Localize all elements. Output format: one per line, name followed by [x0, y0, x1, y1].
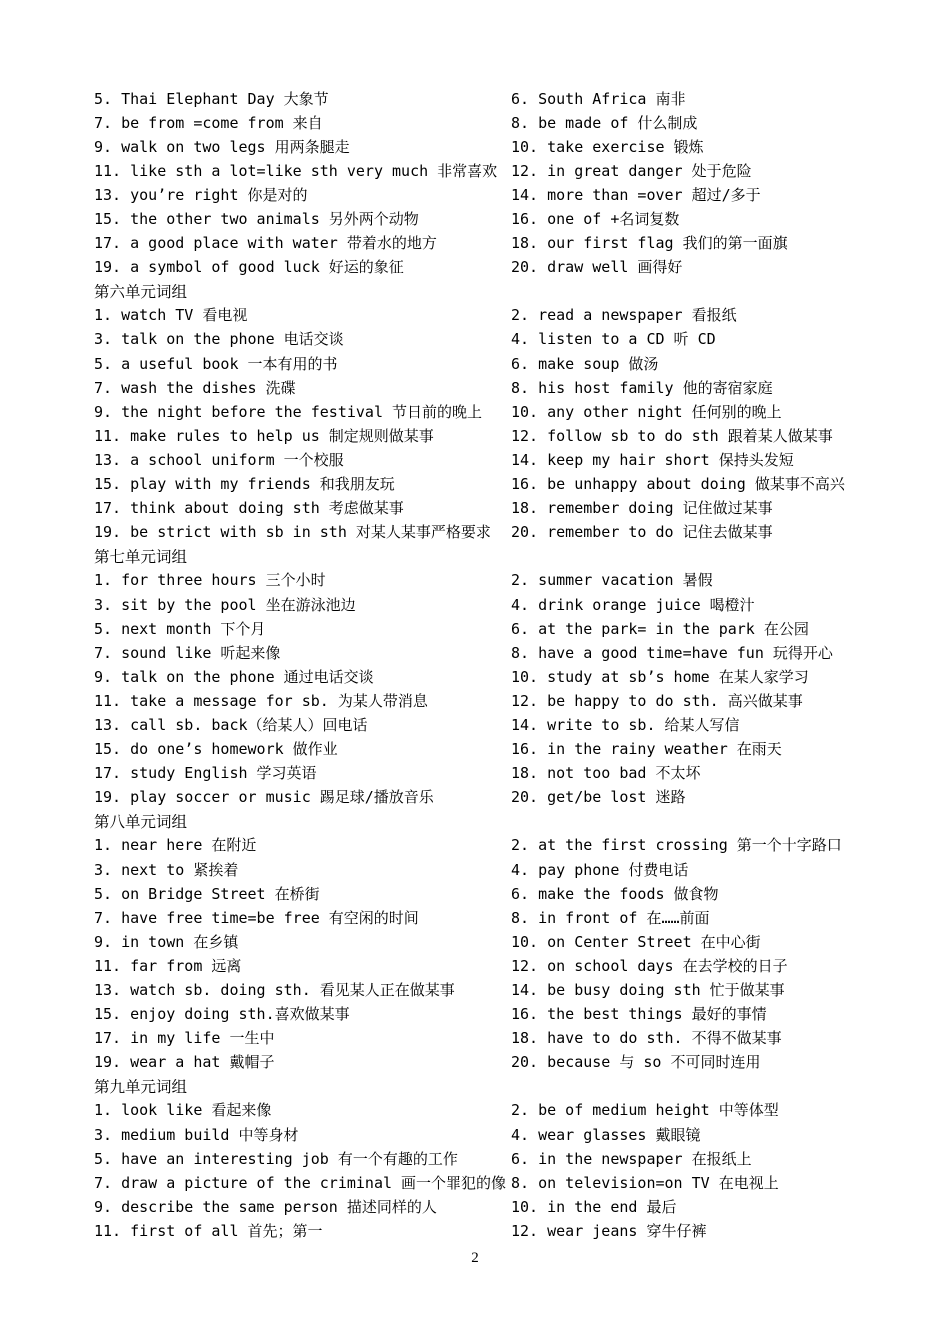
phrase-row	[94, 1050, 864, 1074]
phrase-row	[94, 905, 864, 929]
phrase-left: 11. first of all 首先；第一	[94, 1221, 323, 1240]
phrase-right: 10. study at sb’s home 在某人家学习	[511, 667, 809, 686]
phrase-right: 16. in the rainy weather 在雨天	[511, 740, 782, 759]
phrase-row	[94, 712, 864, 736]
phrase-row	[94, 881, 864, 905]
phrase-right: 2. at the first crossing 第一个十字路口	[511, 836, 842, 855]
phrase-right: 20. remember to do 记住去做某事	[511, 523, 773, 542]
phrase-right: 8. his host family 他的寄宿家庭	[511, 378, 773, 397]
unit-heading: 第六单元词组	[94, 282, 188, 301]
phrase-row	[94, 977, 864, 1001]
phrase-row	[94, 857, 864, 881]
phrase-row	[94, 664, 864, 688]
phrase-row	[94, 303, 864, 327]
phrase-row	[94, 1002, 864, 1026]
phrase-row	[94, 1170, 864, 1194]
phrase-right: 4. drink orange juice 喝橙汁	[511, 595, 755, 614]
phrase-left: 5. on Bridge Street 在桥街	[94, 884, 320, 903]
phrase-row	[94, 1098, 864, 1122]
phrase-right: 14. keep my hair short 保持头发短	[511, 450, 794, 469]
phrase-left: 3. medium build 中等身材	[94, 1125, 299, 1144]
phrase-left: 17. a good place with water 带着水的地方	[94, 234, 437, 253]
phrase-row	[94, 134, 864, 158]
phrase-right: 8. be made of 什么制成	[511, 113, 698, 132]
phrase-left: 5. have an interesting job 有一个有趣的工作	[94, 1149, 458, 1168]
unit-heading: 第八单元词组	[94, 812, 188, 831]
phrase-right: 12. on school days 在去学校的日子	[511, 956, 788, 975]
phrase-right: 16. one of +名词复数	[511, 210, 680, 229]
phrase-left: 19. be strict with sb in sth 对某人某事严格要求	[94, 523, 491, 542]
phrase-left: 13. a school uniform 一个校服	[94, 450, 344, 469]
phrase-left: 5. Thai Elephant Day 大象节	[94, 89, 329, 108]
phrase-right: 10. in the end 最后	[511, 1197, 677, 1216]
phrase-row	[94, 255, 864, 279]
phrase-row	[94, 1194, 864, 1218]
phrase-left: 11. far from 远离	[94, 956, 242, 975]
phrase-left: 9. walk on two legs 用两条腿走	[94, 137, 350, 156]
phrase-row	[94, 182, 864, 206]
phrase-left: 19. play soccer or music 踢足球/播放音乐	[94, 788, 434, 807]
phrase-left: 15. do one’s homework 做作业	[94, 740, 338, 759]
phrase-left: 7. have free time=be free 有空闲的时间	[94, 908, 419, 927]
phrase-row	[94, 1026, 864, 1050]
phrase-right: 18. remember doing 记住做过某事	[511, 499, 773, 518]
phrase-right: 10. any other night 任何别的晚上	[511, 402, 782, 421]
phrase-left: 1. look like 看起来像	[94, 1101, 272, 1120]
phrase-row	[94, 640, 864, 664]
phrase-left: 7. draw a picture of the criminal 画一个罪犯的像	[94, 1173, 507, 1192]
phrase-left: 5. a useful book 一本有用的书	[94, 354, 338, 373]
phrase-row	[94, 520, 864, 544]
phrase-left: 3. next to 紧挨着	[94, 860, 239, 879]
phrase-right: 18. our first flag 我们的第一面旗	[511, 234, 788, 253]
phrase-right: 12. wear jeans 穿牛仔裤	[511, 1221, 707, 1240]
phrase-right: 12. in great danger 处于危险	[511, 161, 752, 180]
phrase-row	[94, 86, 864, 110]
phrase-row	[94, 568, 864, 592]
phrase-left: 1. watch TV 看电视	[94, 306, 248, 325]
phrase-right: 18. have to do sth. 不得不做某事	[511, 1029, 782, 1048]
phrase-left: 17. study English 学习英语	[94, 764, 317, 783]
phrase-right: 4. listen to a CD 听 CD	[511, 330, 716, 349]
phrase-row	[94, 1122, 864, 1146]
phrase-right: 20. because 与 so 不可同时连用	[511, 1053, 761, 1072]
phrase-left: 3. sit by the pool 坐在游泳池边	[94, 595, 356, 614]
phrase-left: 19. a symbol of good luck 好运的象征	[94, 258, 404, 277]
phrase-right: 2. summer vacation 暑假	[511, 571, 713, 590]
phrase-row	[94, 592, 864, 616]
page-number: 2	[471, 1250, 479, 1266]
phrase-row	[94, 929, 864, 953]
phrase-right: 14. write to sb. 给某人写信	[511, 715, 740, 734]
phrase-right: 14. be busy doing sth 忙于做某事	[511, 981, 785, 1000]
phrase-row	[94, 1146, 864, 1170]
phrase-right: 16. the best things 最好的事情	[511, 1005, 767, 1024]
phrase-row	[94, 785, 864, 809]
phrase-left: 11. make rules to help us 制定规则做某事	[94, 426, 434, 445]
phrase-left: 9. in town 在乡镇	[94, 932, 239, 951]
phrase-right: 4. wear glasses 戴眼镜	[511, 1125, 701, 1144]
phrase-right: 20. get/be lost 迷路	[511, 788, 686, 807]
phrase-left: 15. play with my friends 和我朋友玩	[94, 475, 395, 494]
phrase-left: 5. next month 下个月	[94, 619, 266, 638]
phrase-row	[94, 423, 864, 447]
phrase-left: 9. the night before the festival 节日前的晚上	[94, 402, 483, 421]
phrase-right: 6. make the foods 做食物	[511, 884, 719, 903]
phrase-right: 20. draw well 画得好	[511, 258, 683, 277]
phrase-left: 7. wash the dishes 洗碟	[94, 378, 296, 397]
phrase-left: 17. in my life 一生中	[94, 1029, 275, 1048]
phrase-row	[94, 472, 864, 496]
phrase-row	[94, 375, 864, 399]
phrase-right: 2. be of medium height 中等体型	[511, 1101, 779, 1120]
phrase-left: 13. you’re right 你是对的	[94, 185, 308, 204]
phrase-right: 12. be happy to do sth. 高兴做某事	[511, 691, 803, 710]
phrase-row	[94, 688, 864, 712]
phrase-left: 11. take a message for sb. 为某人带消息	[94, 691, 428, 710]
phrase-left: 1. for three hours 三个小时	[94, 571, 326, 590]
phrase-right: 10. on Center Street 在中心街	[511, 932, 761, 951]
phrase-row	[94, 1218, 864, 1242]
phrase-row	[94, 737, 864, 761]
phrase-right: 4. pay phone 付费电话	[511, 860, 689, 879]
phrase-left: 7. be from =come from 来自	[94, 113, 323, 132]
phrase-row	[94, 496, 864, 520]
phrase-left: 9. describe the same person 描述同样的人	[94, 1197, 437, 1216]
phrase-left: 9. talk on the phone 通过电话交谈	[94, 667, 374, 686]
phrase-right: 6. at the park= in the park 在公园	[511, 619, 809, 638]
phrase-row	[94, 761, 864, 785]
phrase-row	[94, 158, 864, 182]
phrase-right: 18. not too bad 不太坏	[511, 764, 701, 783]
phrase-left: 1. near here 在附近	[94, 836, 257, 855]
phrase-right: 12. follow sb to do sth 跟着某人做某事	[511, 426, 833, 445]
phrase-left: 17. think about doing sth 考虑做某事	[94, 499, 404, 518]
vocabulary-document	[94, 86, 864, 1243]
phrase-left: 11. like sth a lot=like sth very much 非常喜欢	[94, 161, 498, 180]
phrase-left: 15. enjoy doing sth.喜欢做某事	[94, 1005, 350, 1024]
phrase-left: 13. call sb. back（给某人）回电话	[94, 715, 368, 734]
phrase-row	[94, 447, 864, 471]
phrase-row	[94, 327, 864, 351]
phrase-row	[94, 616, 864, 640]
phrase-left: 15. the other two animals 另外两个动物	[94, 210, 419, 229]
unit-heading: 第七单元词组	[94, 547, 188, 566]
phrase-left: 13. watch sb. doing sth. 看见某人正在做某事	[94, 981, 455, 1000]
phrase-row	[94, 206, 864, 230]
phrase-left: 7. sound like 听起来像	[94, 643, 281, 662]
phrase-right: 16. be unhappy about doing 做某事不高兴	[511, 475, 845, 494]
phrase-right: 2. read a newspaper 看报纸	[511, 306, 737, 325]
phrase-right: 6. in the newspaper 在报纸上	[511, 1149, 752, 1168]
phrase-row	[94, 110, 864, 134]
phrase-row	[94, 953, 864, 977]
unit-heading: 第九单元词组	[94, 1077, 188, 1096]
phrase-row	[94, 833, 864, 857]
phrase-row	[94, 399, 864, 423]
phrase-right: 8. in front of 在……前面	[511, 908, 710, 927]
phrase-right: 6. make soup 做汤	[511, 354, 659, 373]
phrase-right: 8. on television=on TV 在电视上	[511, 1173, 779, 1192]
phrase-row	[94, 231, 864, 255]
phrase-right: 8. have a good time=have fun 玩得开心	[511, 643, 833, 662]
phrase-left: 3. talk on the phone 电话交谈	[94, 330, 344, 349]
phrase-right: 10. take exercise 锻炼	[511, 137, 704, 156]
phrase-right: 6. South Africa 南非	[511, 89, 686, 108]
phrase-row	[94, 351, 864, 375]
phrase-right: 14. more than =over 超过/多于	[511, 185, 761, 204]
phrase-left: 19. wear a hat 戴帽子	[94, 1053, 275, 1072]
